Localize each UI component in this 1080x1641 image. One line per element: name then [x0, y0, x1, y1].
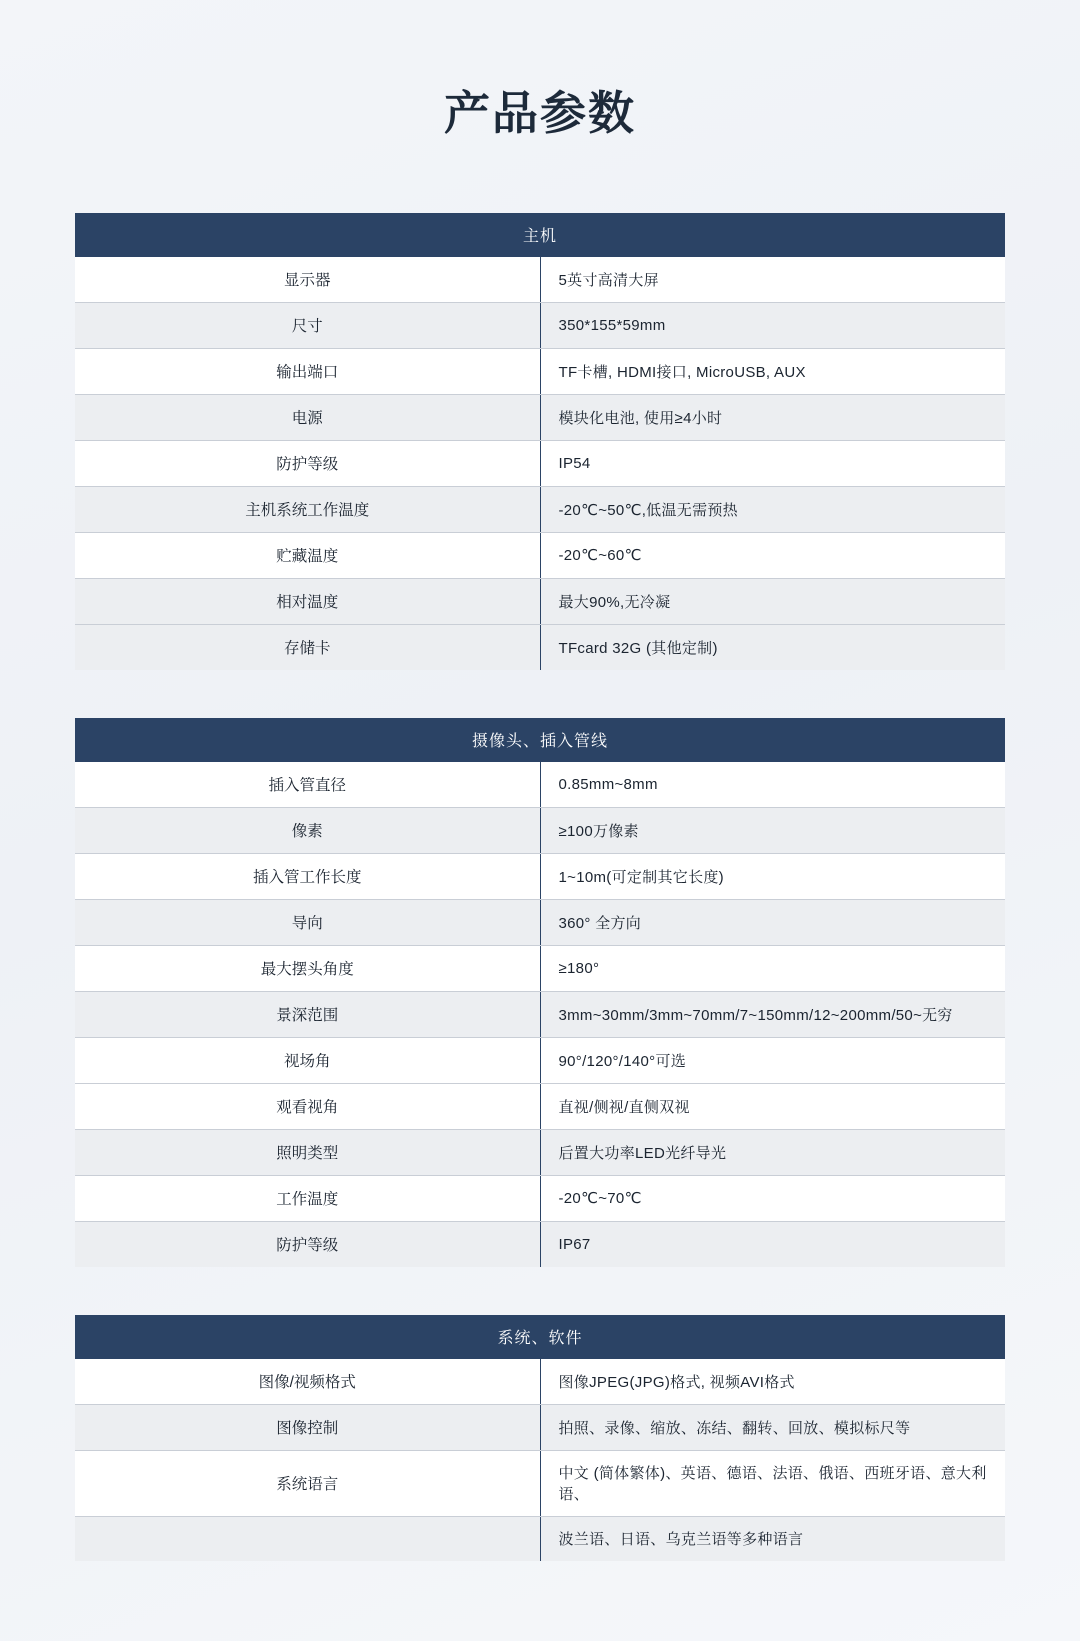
table-row — [75, 1176, 1005, 1222]
table-row — [75, 625, 1005, 671]
row-label: 视场角 — [75, 1038, 540, 1084]
row-value: 1~10m(可定制其它长度) — [540, 854, 1005, 900]
row-value: IP67 — [540, 1222, 1005, 1268]
row-value: 3mm~30mm/3mm~70mm/7~150mm/12~200mm/50~无穷 — [540, 992, 1005, 1038]
table-row — [75, 1084, 1005, 1130]
row-value: -20℃~60℃ — [540, 533, 1005, 579]
row-label: 显示器 — [75, 257, 540, 303]
row-label: 像素 — [75, 808, 540, 854]
table-row — [75, 303, 1005, 349]
row-label: 防护等级 — [75, 1222, 540, 1268]
row-label: 插入管直径 — [75, 762, 540, 808]
table-row — [75, 257, 1005, 303]
row-value: 90°/120°/140°可选 — [540, 1038, 1005, 1084]
row-value: -20℃~50℃,低温无需预热 — [540, 487, 1005, 533]
row-value: ≥180° — [540, 946, 1005, 992]
spec-table-system-software — [75, 1315, 1005, 1561]
row-label: 插入管工作长度 — [75, 854, 540, 900]
table-row — [75, 1517, 1005, 1562]
table-row — [75, 1222, 1005, 1268]
row-label: 贮藏温度 — [75, 533, 540, 579]
table-row — [75, 762, 1005, 808]
table-row — [75, 808, 1005, 854]
row-value: 波兰语、日语、乌克兰语等多种语言 — [540, 1517, 1005, 1562]
section-header-row — [75, 213, 1005, 257]
row-value: 模块化电池, 使用≥4小时 — [540, 395, 1005, 441]
table-row — [75, 533, 1005, 579]
row-value: 5英寸高清大屏 — [540, 257, 1005, 303]
section-title: 摄像头、插入管线 — [75, 718, 1005, 762]
row-label: 系统语言 — [75, 1451, 540, 1517]
row-label: 电源 — [75, 395, 540, 441]
row-value: 350*155*59mm — [540, 303, 1005, 349]
row-label: 尺寸 — [75, 303, 540, 349]
row-value: TF卡槽, HDMI接口, MicroUSB, AUX — [540, 349, 1005, 395]
table-row — [75, 579, 1005, 625]
row-label: 防护等级 — [75, 441, 540, 487]
table-row — [75, 1130, 1005, 1176]
row-value: 中文 (简体繁体)、英语、德语、法语、俄语、西班牙语、意大利语、 — [540, 1451, 1005, 1517]
table-row — [75, 946, 1005, 992]
row-label: 观看视角 — [75, 1084, 540, 1130]
row-label: 相对温度 — [75, 579, 540, 625]
row-value: 0.85mm~8mm — [540, 762, 1005, 808]
row-value: ≥100万像素 — [540, 808, 1005, 854]
row-label: 图像/视频格式 — [75, 1359, 540, 1405]
row-label: 存储卡 — [75, 625, 540, 671]
row-label: 主机系统工作温度 — [75, 487, 540, 533]
row-value: 360° 全方向 — [540, 900, 1005, 946]
table-row — [75, 1359, 1005, 1405]
section-header-row — [75, 1315, 1005, 1359]
row-label: 景深范围 — [75, 992, 540, 1038]
row-label — [75, 1517, 540, 1562]
row-label: 最大摆头角度 — [75, 946, 540, 992]
spec-table-host — [75, 213, 1005, 670]
spec-tables-container — [0, 213, 1080, 1561]
row-value: 后置大功率LED光纤导光 — [540, 1130, 1005, 1176]
table-row — [75, 992, 1005, 1038]
table-row — [75, 349, 1005, 395]
row-label: 照明类型 — [75, 1130, 540, 1176]
footer-spacer — [0, 1561, 1080, 1641]
page-title: 产品参数 — [444, 87, 636, 139]
row-value: 图像JPEG(JPG)格式, 视频AVI格式 — [540, 1359, 1005, 1405]
spec-table-camera-probe — [75, 718, 1005, 1267]
row-value: 直视/侧视/直侧双视 — [540, 1084, 1005, 1130]
table-row — [75, 1038, 1005, 1084]
row-value: 拍照、录像、缩放、冻结、翻转、回放、模拟标尺等 — [540, 1405, 1005, 1451]
row-value: -20℃~70℃ — [540, 1176, 1005, 1222]
table-row — [75, 854, 1005, 900]
row-label: 输出端口 — [75, 349, 540, 395]
row-label: 工作温度 — [75, 1176, 540, 1222]
section-header-row — [75, 718, 1005, 762]
table-row — [75, 441, 1005, 487]
table-row — [75, 395, 1005, 441]
section-title: 系统、软件 — [75, 1315, 1005, 1359]
table-row — [75, 1451, 1005, 1517]
row-value: 最大90%,无冷凝 — [540, 579, 1005, 625]
table-row — [75, 487, 1005, 533]
row-label: 导向 — [75, 900, 540, 946]
row-label: 图像控制 — [75, 1405, 540, 1451]
row-value: TFcard 32G (其他定制) — [540, 625, 1005, 671]
section-title: 主机 — [75, 213, 1005, 257]
table-row — [75, 900, 1005, 946]
table-row — [75, 1405, 1005, 1451]
row-value: IP54 — [540, 441, 1005, 487]
